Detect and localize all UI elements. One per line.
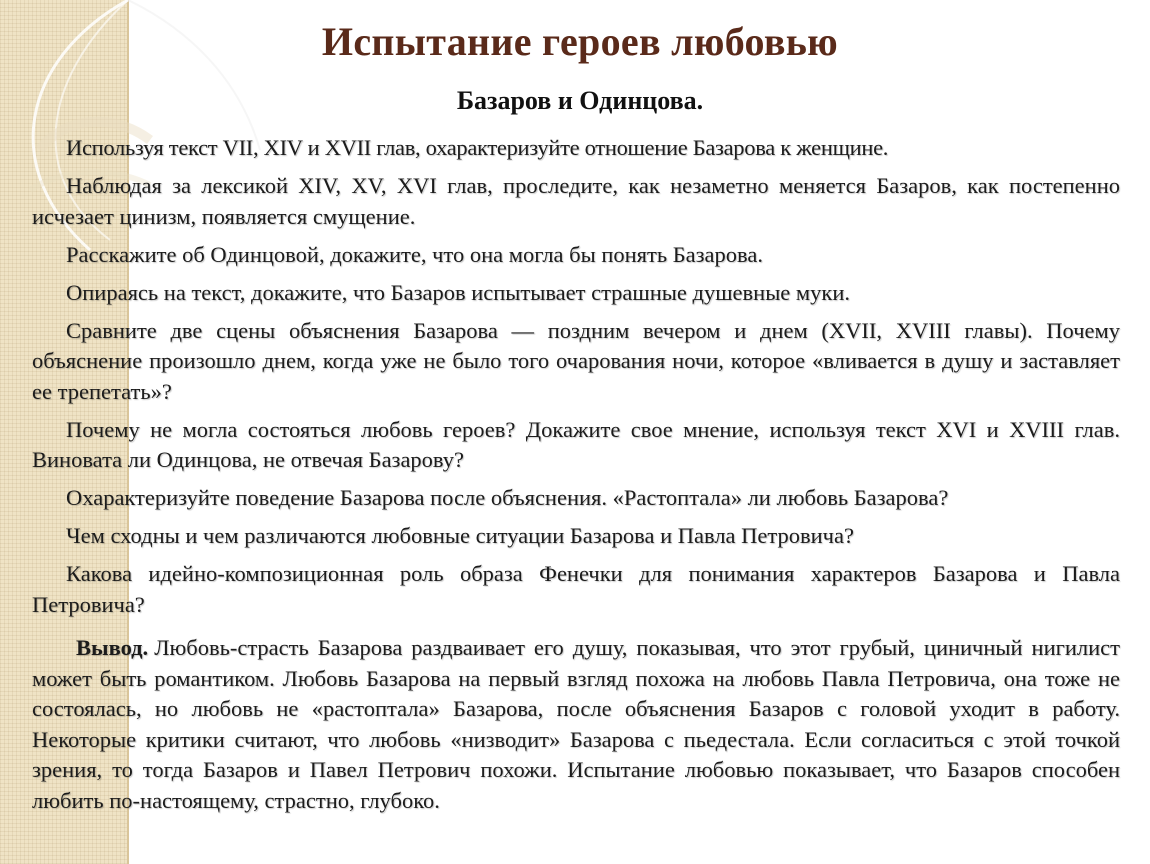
question-paragraph: Сравните две сцены объяснения Базарова — поздним вечером и днем (XVII, XVIII главы). Почему объяснение произошло днем, когда уже не было того очарования ночи, которое «вливается в душу и заставляет ее трепетать»? [32,317,1120,404]
conclusion-text: Любовь-страсть Базарова раздваивает его душу, показывая, что этот грубый, циничный нигилист может быть романтиком. Любовь Базарова на первый взгляд похожа на любовь Павла Петровича, она тоже не состоялась, но любовь не «растоптала» Базарова, после объяснения Базаров с головой уходит в работу. Некоторые критики считают, что любовь «низводит» Базарова с пьедестала. Если согласиться с этой точкой зрения, то тогда Базаров и Павел Петрович похожи. Испытание любовью показывает, что Базаров способен любить по-настоящему, страстно, глубоко. [32,635,1120,813]
question-paragraph: Используя текст VII, XIV и XVII глав, охарактеризуйте отношение Базарова к женщине. [66,135,889,160]
question-paragraph: Какова идейно-композиционная роль образа Фенечки для понимания характеров Базарова и Павла Петровича? [32,561,1120,617]
question-paragraph: Наблюдая за лексикой XIV, XV, XVI глав, проследите, как незаметно меняется Базаров, как постепенно исчезает цинизм, появляется смущение. [32,173,1120,229]
conclusion-paragraph [32,633,1120,816]
question-paragraph: Опираясь на текст, докажите, что Базаров испытывает страшные душевные муки. [66,279,851,305]
question-paragraph: Почему не могла состояться любовь героев? Докажите свое мнение, используя текст XVI и XVIII глав. Виновата ли Одинцова, не отвечая Базарову? [32,416,1120,472]
question-paragraph: Охарактеризуйте поведение Базарова после объяснения. «Растоптала» ли любовь Базарова? [66,485,949,510]
question-paragraph: Расскажите об Одинцовой, докажите, что она могла бы понять Базарова. [66,241,763,267]
slide-title: Испытание героев любовью [321,19,839,64]
conclusion-label: Вывод. [76,635,149,660]
slide-content [32,133,1120,824]
slide-subtitle: Базаров и Одинцова. [456,86,704,115]
question-paragraph: Чем сходны и чем различаются любовные ситуации Базарова и Павла Петровича? [66,523,854,548]
